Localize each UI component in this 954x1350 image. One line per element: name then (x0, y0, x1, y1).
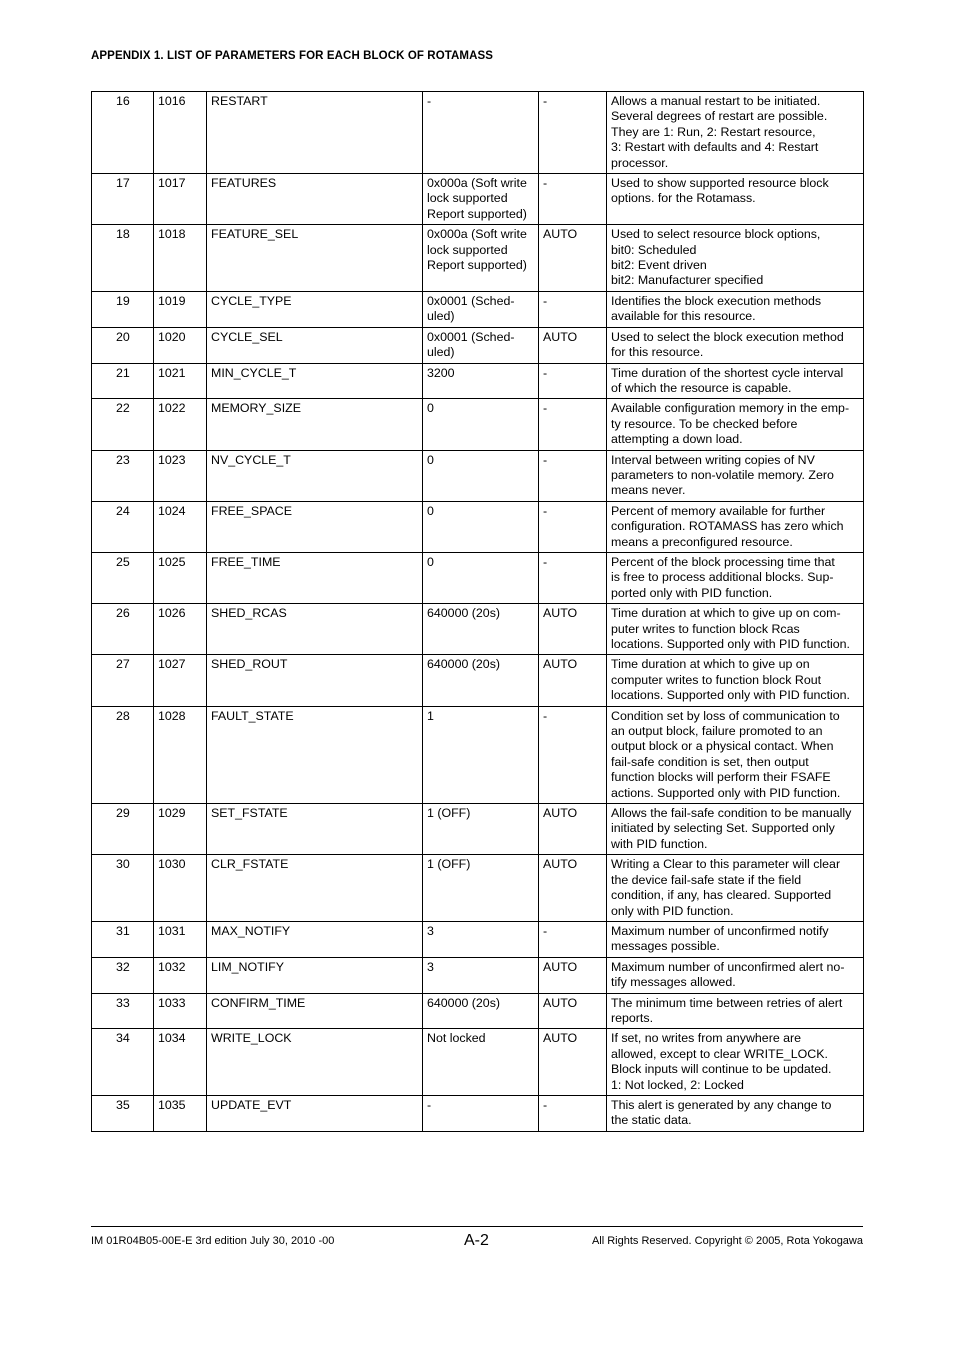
cell-relative-index: 18 (92, 225, 154, 292)
cell-write-mode: - (539, 291, 607, 327)
cell-explanation: Used to show supported resource block options. for the Rotamass. (607, 174, 864, 225)
cell-relative-index: 16 (92, 92, 154, 174)
cell-index: 1024 (154, 501, 207, 552)
cell-write-mode: - (539, 706, 607, 803)
cell-factory-default: 1 (OFF) (423, 804, 539, 855)
cell-index: 1022 (154, 399, 207, 450)
cell-index: 1032 (154, 957, 207, 993)
cell-index: 1016 (154, 92, 207, 174)
cell-write-mode: AUTO (539, 1029, 607, 1096)
cell-parameter-name: FREE_TIME (207, 552, 423, 603)
cell-parameter-name: RESTART (207, 92, 423, 174)
parameter-table (91, 91, 864, 1132)
cell-factory-default: Not locked (423, 1029, 539, 1096)
cell-parameter-name: SET_FSTATE (207, 804, 423, 855)
cell-relative-index: 31 (92, 921, 154, 957)
cell-explanation: Writing a Clear to this parameter will clear the device fail-safe state if the field condition, if any, has cleared. Supported only with PID function. (607, 855, 864, 922)
cell-parameter-name: CONFIRM_TIME (207, 993, 423, 1029)
cell-relative-index: 20 (92, 327, 154, 363)
cell-relative-index: 28 (92, 706, 154, 803)
cell-factory-default: 0x0001 (Sched- uled) (423, 327, 539, 363)
table-row (92, 804, 864, 855)
cell-write-mode: AUTO (539, 604, 607, 655)
cell-explanation: If set, no writes from anywhere are allowed, except to clear WRITE_LOCK. Block inputs will continue to be updated. 1: Not locked, 2: Locked (607, 1029, 864, 1096)
cell-factory-default: - (423, 1095, 539, 1131)
cell-relative-index: 19 (92, 291, 154, 327)
cell-parameter-name: FEATURES (207, 174, 423, 225)
table-row (92, 399, 864, 450)
cell-index: 1029 (154, 804, 207, 855)
cell-write-mode: AUTO (539, 655, 607, 706)
table-row (92, 921, 864, 957)
table-row (92, 855, 864, 922)
cell-relative-index: 32 (92, 957, 154, 993)
cell-index: 1017 (154, 174, 207, 225)
cell-factory-default: 3 (423, 957, 539, 993)
cell-factory-default: 640000 (20s) (423, 993, 539, 1029)
table-row (92, 957, 864, 993)
footer-copyright: All Rights Reserved. Copyright © 2005, Rota Yokogawa (591, 1235, 863, 1247)
cell-index: 1028 (154, 706, 207, 803)
cell-relative-index: 29 (92, 804, 154, 855)
cell-write-mode: AUTO (539, 957, 607, 993)
page-header-title: APPENDIX 1. LIST OF PARAMETERS FOR EACH BLOCK OF ROTAMASS (91, 50, 494, 62)
cell-write-mode: AUTO (539, 855, 607, 922)
cell-write-mode: AUTO (539, 993, 607, 1029)
cell-index: 1020 (154, 327, 207, 363)
cell-factory-default: 3 (423, 921, 539, 957)
cell-explanation: Used to select the block execution method for this resource. (607, 327, 864, 363)
cell-explanation: Allows a manual restart to be initiated. Several degrees of restart are possible. They are 1: Run, 2: Restart resource, 3: Restart with defaults and 4: Restart processor. (607, 92, 864, 174)
cell-relative-index: 17 (92, 174, 154, 225)
table-row (92, 291, 864, 327)
cell-relative-index: 27 (92, 655, 154, 706)
cell-parameter-name: CLR_FSTATE (207, 855, 423, 922)
cell-parameter-name: MEMORY_SIZE (207, 399, 423, 450)
table-row (92, 450, 864, 501)
cell-write-mode: AUTO (539, 225, 607, 292)
cell-parameter-name: FREE_SPACE (207, 501, 423, 552)
cell-relative-index: 22 (92, 399, 154, 450)
cell-parameter-name: FAULT_STATE (207, 706, 423, 803)
cell-factory-default: - (423, 92, 539, 174)
table-row (92, 174, 864, 225)
cell-factory-default: 640000 (20s) (423, 655, 539, 706)
table-row (92, 552, 864, 603)
cell-write-mode: AUTO (539, 327, 607, 363)
cell-index: 1027 (154, 655, 207, 706)
cell-index: 1019 (154, 291, 207, 327)
cell-parameter-name: LIM_NOTIFY (207, 957, 423, 993)
cell-explanation: Time duration of the shortest cycle interval of which the resource is capable. (607, 363, 864, 399)
cell-relative-index: 23 (92, 450, 154, 501)
cell-write-mode: - (539, 399, 607, 450)
cell-parameter-name: FEATURE_SEL (207, 225, 423, 292)
cell-write-mode: AUTO (539, 804, 607, 855)
table-row (92, 501, 864, 552)
cell-index: 1034 (154, 1029, 207, 1096)
cell-explanation: Percent of the block processing time that is free to process additional blocks. Sup- ported only with PID function. (607, 552, 864, 603)
table-row (92, 604, 864, 655)
cell-write-mode: - (539, 174, 607, 225)
parameter-table-body (92, 92, 864, 1132)
cell-explanation: This alert is generated by any change to the static data. (607, 1095, 864, 1131)
cell-parameter-name: MIN_CYCLE_T (207, 363, 423, 399)
cell-index: 1021 (154, 363, 207, 399)
cell-factory-default: 0 (423, 501, 539, 552)
cell-factory-default: 0 (423, 399, 539, 450)
cell-factory-default: 0x000a (Soft write lock supported Report supported) (423, 174, 539, 225)
cell-index: 1033 (154, 993, 207, 1029)
cell-explanation: Available configuration memory in the emp- ty resource. To be checked before attempting a down load. (607, 399, 864, 450)
table-row (92, 655, 864, 706)
cell-explanation: Interval between writing copies of NV parameters to non-volatile memory. Zero means never. (607, 450, 864, 501)
cell-relative-index: 30 (92, 855, 154, 922)
cell-factory-default: 640000 (20s) (423, 604, 539, 655)
cell-explanation: Maximum number of unconfirmed notify messages possible. (607, 921, 864, 957)
cell-relative-index: 26 (92, 604, 154, 655)
cell-parameter-name: MAX_NOTIFY (207, 921, 423, 957)
cell-index: 1035 (154, 1095, 207, 1131)
footer-rule (91, 1226, 863, 1227)
table-row (92, 1095, 864, 1131)
cell-index: 1026 (154, 604, 207, 655)
table-row (92, 1029, 864, 1096)
cell-explanation: Time duration at which to give up on computer writes to function block Rout locations. Supported only with PID function. (607, 655, 864, 706)
table-row (92, 225, 864, 292)
cell-parameter-name: CYCLE_SEL (207, 327, 423, 363)
cell-write-mode: - (539, 92, 607, 174)
cell-parameter-name: SHED_ROUT (207, 655, 423, 706)
footer-page-number: A-2 (464, 1232, 489, 1249)
cell-parameter-name: SHED_RCAS (207, 604, 423, 655)
cell-parameter-name: NV_CYCLE_T (207, 450, 423, 501)
cell-relative-index: 34 (92, 1029, 154, 1096)
cell-index: 1018 (154, 225, 207, 292)
cell-explanation: Identifies the block execution methods available for this resource. (607, 291, 864, 327)
cell-relative-index: 25 (92, 552, 154, 603)
cell-relative-index: 35 (92, 1095, 154, 1131)
cell-factory-default: 0 (423, 450, 539, 501)
table-row (92, 706, 864, 803)
cell-explanation: Used to select resource block options, bit0: Scheduled bit2: Event driven bit2: Manufacturer specified (607, 225, 864, 292)
cell-relative-index: 21 (92, 363, 154, 399)
table-row (92, 92, 864, 174)
cell-factory-default: 3200 (423, 363, 539, 399)
table-row (92, 327, 864, 363)
cell-parameter-name: CYCLE_TYPE (207, 291, 423, 327)
cell-explanation: The minimum time between retries of alert reports. (607, 993, 864, 1029)
cell-write-mode: - (539, 501, 607, 552)
cell-write-mode: - (539, 552, 607, 603)
cell-explanation: Condition set by loss of communication to an output block, failure promoted to an output block or a physical contact. When fail-safe condition is set, then output function blocks will perform their FSAFE actions. Supported only with PID function. (607, 706, 864, 803)
cell-relative-index: 33 (92, 993, 154, 1029)
cell-explanation: Percent of memory available for further configuration. ROTAMASS has zero which means a preconfigured resource. (607, 501, 864, 552)
cell-factory-default: 0x000a (Soft write lock supported Report supported) (423, 225, 539, 292)
table-row (92, 363, 864, 399)
table-row (92, 993, 864, 1029)
cell-write-mode: - (539, 363, 607, 399)
cell-factory-default: 1 (423, 706, 539, 803)
footer-document-id: IM 01R04B05-00E-E 3rd edition July 30, 2010 -00 (91, 1235, 335, 1247)
cell-explanation: Maximum number of unconfirmed alert no- tify messages allowed. (607, 957, 864, 993)
cell-parameter-name: WRITE_LOCK (207, 1029, 423, 1096)
cell-explanation: Allows the fail-safe condition to be manually initiated by selecting Set. Supported only with PID function. (607, 804, 864, 855)
cell-index: 1030 (154, 855, 207, 922)
cell-factory-default: 0x0001 (Sched- uled) (423, 291, 539, 327)
cell-index: 1023 (154, 450, 207, 501)
cell-factory-default: 0 (423, 552, 539, 603)
cell-write-mode: - (539, 450, 607, 501)
cell-index: 1025 (154, 552, 207, 603)
cell-parameter-name: UPDATE_EVT (207, 1095, 423, 1131)
cell-write-mode: - (539, 921, 607, 957)
cell-relative-index: 24 (92, 501, 154, 552)
cell-factory-default: 1 (OFF) (423, 855, 539, 922)
cell-explanation: Time duration at which to give up on com- puter writes to function block Rcas locations. Supported only with PID function. (607, 604, 864, 655)
cell-write-mode: - (539, 1095, 607, 1131)
cell-index: 1031 (154, 921, 207, 957)
